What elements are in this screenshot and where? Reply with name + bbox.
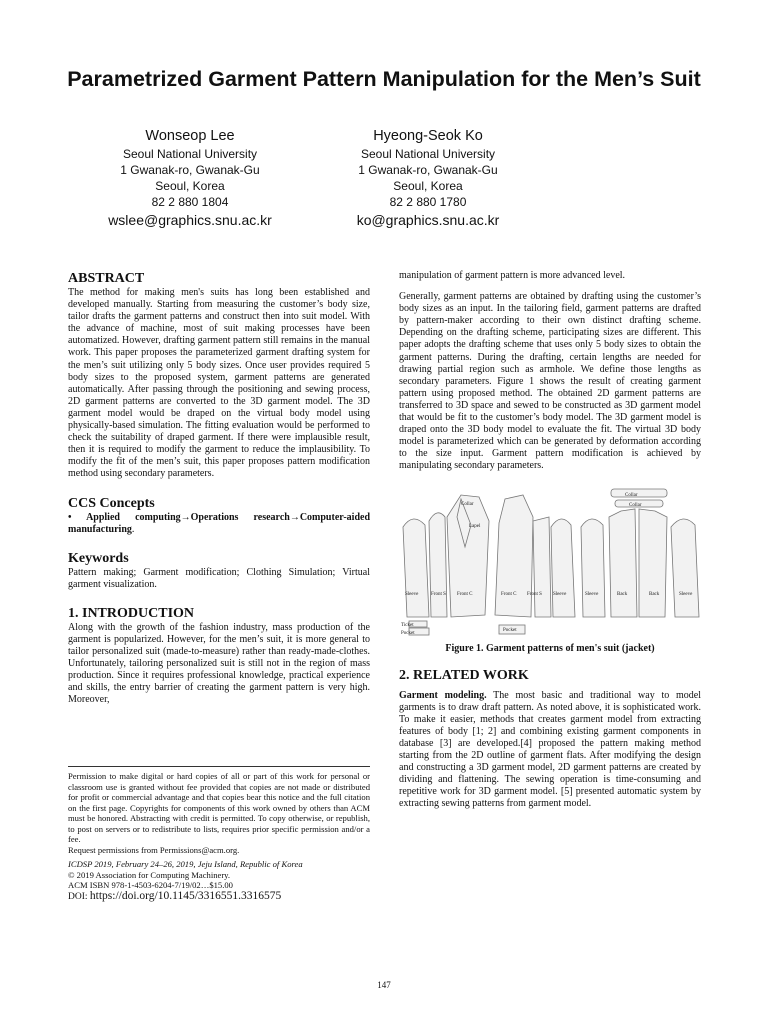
figure-garment-patterns [399, 487, 707, 637]
back-piece [609, 509, 637, 617]
sleeve-piece [551, 518, 575, 616]
keywords-text: Pattern making; Garment modification; Clothing Simulation; Virtual garment visualization. [68, 566, 370, 590]
run-in-heading: Garment modeling. [399, 689, 487, 701]
figure-label: Collar [625, 492, 638, 498]
garment-pattern-drawing [399, 487, 707, 637]
author-phone: 82 2 880 1804 [151, 195, 229, 209]
figure-label: Sleeve [553, 591, 567, 597]
figure-label: Pocket [503, 627, 517, 633]
ccs-concepts: • Applied computing→Operations research→Computer-aided manufacturing [68, 511, 370, 535]
ccs-heading: CCS Concepts [68, 495, 155, 511]
figure-label: Front C [501, 591, 517, 597]
collar-piece [611, 489, 667, 497]
abstract-text: The method for making men's suits has long been established and developed manually. Starting from measuring the customer’s body size, tailor drafts the garment patterns and construct then into suit model. With the advance of machine, most of suit making processes have been automatized. However, drafting garment pattern still remains in the manual work. This paper proposes the parameterized garment drafting system for the men’s suit utilizing only 5 body sizes. Once user provides required 5 body sizes to the proposed system, garment patterns are generated automatically. After passing through the positioning and sewing process, 2D garment patterns are converted to the 3D garment model. The 3D garment model would be draped on the virtual body model using physically-based simulation. The fitting evaluation would be performed to check the suitability of draped garment. If there were implausible result, then it is required to modify the garment to reduce the implausibility. To modify the fit of the men’s suit, this paper proposes pattern modification method using secondary parameters. [68, 287, 370, 480]
figure-label: Collar [461, 501, 474, 507]
paragraph: manipulation of garment pattern is more advanced level. [399, 270, 626, 281]
figure-label: Back [649, 591, 660, 597]
ccs-text [68, 512, 370, 536]
permission-text: Permission to make digital or hard copies of all or part of this work for personal or classroom use is granted without fee provided that copies are not made or distributed for profit or commercial advantage and that copies bear this notice and the full citation on the first page. Copyrights for components of this work owned by others than ACM must be honored. Abstracting with credit is permitted. To copy otherwise, or republish, to post on servers or to redistribute to lists, requires prior specific permission and/or a fee. [68, 771, 370, 844]
author-affiliation: Seoul National University [122, 147, 258, 161]
author-block [298, 126, 558, 230]
author-name: Hyeong-Seok Ko [373, 128, 483, 144]
permission-block [68, 766, 370, 902]
author-name: Wonseop Lee [145, 128, 235, 144]
figure-label: Collar [629, 502, 642, 508]
left-column [68, 270, 370, 707]
author-phone: 82 2 880 1780 [389, 195, 467, 209]
abstract-heading: ABSTRACT [68, 271, 145, 286]
figure-label: Front C [457, 591, 473, 597]
author-address: 1 Gwanak-ro, Gwanak-Gu [120, 163, 260, 177]
figure-label: Front S [431, 591, 446, 597]
related-work-body: The most basic and traditional way to model garments is to draw draft pattern. As noted above, it is sophisticated work. To make it easier, methods that creates garment model from extracting features of body [1; 2] and combining existing garment components in database [3] are developed.[4] proposed the pattern making method starting from the 2D outline of garment flats. After modifying the design and constructing a 3D garment model, 2D garment patterns are created by dividing and flattening. The sewing operation is time-consuming and repetitive work for 3D garment model. [5] presented automatic system by extracting sewing patterns from garment model. [399, 689, 701, 810]
figure-label: Pocket [401, 630, 415, 636]
sleeve-piece [581, 518, 605, 616]
author-email: wslee@graphics.snu.ac.kr [108, 212, 272, 228]
ccs-tail: . [131, 523, 135, 535]
author-block [60, 126, 320, 230]
figure-label: Back [617, 591, 628, 597]
doi-line [68, 891, 370, 903]
figure-label: Sleeve [585, 591, 599, 597]
figure-label: Ticket [401, 622, 414, 628]
sleeve-piece [403, 518, 429, 616]
paragraph: Generally, garment patterns are obtained by drafting using the customer’s body sizes as an input. In the tailoring field, garment patterns are drafted by pattern-maker according to their own distinct drafting scheme. Depending on the drafting scheme, participating sizes are different. This paper adopts the drafting scheme that uses only 5 body sizes to obtain the garment patterns. During the drafting, certain lengths are needed for drawing partial region such as armhole. We define those lengths as secondary parameters. Figure 1 shows the result of creating garment pattern using proposed method. The obtained 2D garment patterns are transferred to 3D space and sewed to be constructed as 3D garment model that would be fit to the customer’s body model. The 3D garment model is draped onto the 3D body model to evaluate the fit. The virtual 3D body model is parameterized which can be generated by deformation according to the size input. Garment pattern modification is achieved by manipulating secondary parameters. [399, 291, 701, 472]
author-affiliation: Seoul National University [360, 147, 496, 161]
figure-label: Front S [527, 591, 542, 597]
page-number: 147 [377, 980, 391, 990]
sleeve-piece [671, 518, 699, 616]
author-address: Seoul, Korea [393, 179, 463, 193]
related-work-text [399, 690, 701, 811]
figure-caption: Figure 1. Garment patterns of men's suit (jacket) [445, 642, 655, 654]
introduction-text: Along with the growth of the fashion industry, mass production of the garment is popularized. However, for the men’s suit, it is more general to tailor personalized suit (made-to-measure) rather than ready-made-clothes. Unfortunately, tailoring personalized suit is still not in the region of mass production. Since it requires professional knowledge, practical experience and skills, the entry barrier of creating the garment pattern is very high. Moreover, [68, 621, 370, 706]
front-center-piece [495, 495, 533, 617]
isbn-line: ACM ISBN 978-1-4503-6204-7/19/02…$15.00 [68, 880, 233, 890]
permission-request: Request permissions from Permissions@acm.org. [68, 844, 240, 855]
author-address: 1 Gwanak-ro, Gwanak-Gu [358, 163, 498, 177]
figure-label: Lapel [469, 523, 481, 529]
right-column [399, 270, 701, 811]
author-address: Seoul, Korea [155, 179, 225, 193]
doi-link[interactable]: https://doi.org/10.1145/3316551.3316575 [89, 889, 282, 902]
back-piece [639, 509, 667, 617]
copyright-line: © 2019 Association for Computing Machinery. [68, 869, 231, 880]
front-side-piece [533, 517, 551, 617]
keywords-heading: Keywords [68, 550, 129, 566]
footnote-divider [68, 766, 370, 767]
paper-title: Parametrized Garment Pattern Manipulation for the Men’s Suit [67, 67, 701, 91]
figure-label: Sleeve [679, 591, 693, 597]
front-center-piece [447, 495, 489, 617]
front-side-piece [429, 512, 447, 616]
author-email: ko@graphics.snu.ac.kr [356, 212, 500, 228]
introduction-heading: 1. INTRODUCTION [68, 605, 195, 621]
related-work-heading: 2. RELATED WORK [399, 667, 529, 683]
figure-label: Sleeve [405, 591, 419, 597]
doi-label: DOI: [68, 891, 88, 902]
conference-info: ICDSP 2019, February 24–26, 2019, Jeju Island, Republic of Korea [68, 859, 303, 869]
